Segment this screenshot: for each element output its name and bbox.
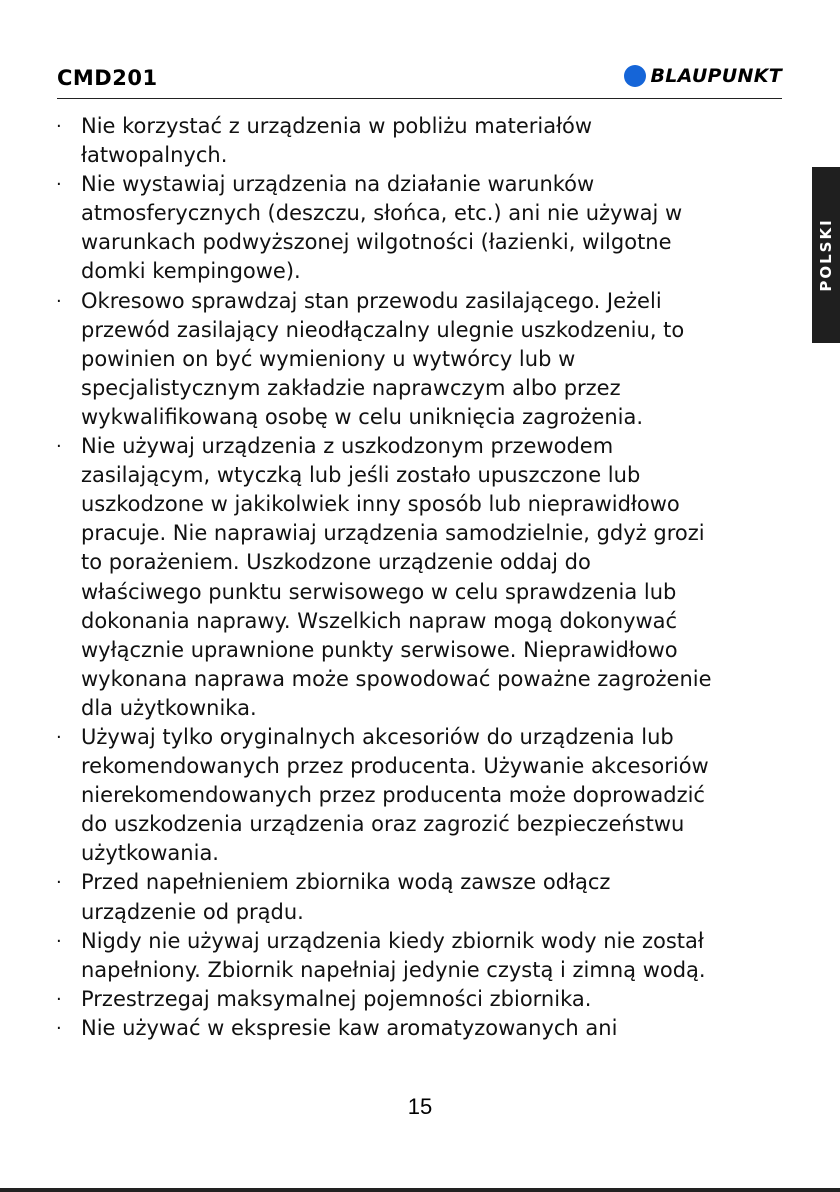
brand-name: BLAUPUNKT <box>650 65 782 87</box>
list-item <box>50 287 790 432</box>
list-item <box>50 723 790 868</box>
bullet-text-line: zasilającym, wtyczką lub jeśli zostało upuszczone lub <box>81 463 641 488</box>
bullet-text-line: łatwopalnych. <box>81 143 228 168</box>
bullet-marker: · <box>56 988 62 1010</box>
bullet-text-line: Nie używaj urządzenia z uszkodzonym przewodem <box>81 434 614 459</box>
bullet-marker: · <box>56 872 62 894</box>
list-item <box>50 432 790 723</box>
bullet-text-line: wyłącznie uprawnione punkty serwisowe. Nieprawidłowo <box>81 637 678 662</box>
page-number: 15 <box>407 1094 433 1119</box>
list-item <box>50 1014 790 1043</box>
bullet-text-line: rekomendowanych przez producenta. Używanie akcesoriów <box>81 754 709 779</box>
blue-dot-logo-icon <box>623 64 647 88</box>
bullet-text-line: pracuje. Nie naprawiaj urządzenia samodzielnie, gdyż grozi <box>81 521 705 546</box>
bullet-text-line: dokonania naprawy. Wszelkich napraw mogą dokonywać <box>81 608 678 633</box>
safety-instructions <box>50 112 790 1043</box>
bullet-text-line: warunkach podwyższonej wilgotności (łazienki, wilgotne <box>81 230 672 255</box>
bullet-text-line: Nigdy nie używaj urządzenia kiedy zbiornik wody nie został <box>81 928 704 953</box>
list-item <box>50 927 790 985</box>
language-tab <box>812 167 840 343</box>
bullet-text-line: specjalistycznym zakładzie naprawczym albo przez <box>81 375 621 400</box>
bullet-text-line: Nie wystawiaj urządzenia na działanie warunków <box>81 172 595 197</box>
bullet-text-line: dla użytkownika. <box>81 695 257 720</box>
bullet-text-line: powinien on być wymieniony u wytwórcy lub w <box>81 346 576 371</box>
bullet-text-line: domki kempingowe). <box>81 259 301 284</box>
brand-logo <box>623 64 782 88</box>
bullet-marker: · <box>56 174 62 196</box>
bullet-text-line: przewód zasilający nieodłączalny ulegnie uszkodzeniu, to <box>81 317 685 342</box>
bullet-text-line: atmosferycznych (deszczu, słońca, etc.) ani nie używaj w <box>81 201 683 226</box>
bullet-text-line: Nie korzystać z urządzenia w pobliżu materiałów <box>81 114 593 138</box>
bullet-marker: · <box>56 436 62 458</box>
bullet-text-line: Używaj tylko oryginalnych akcesoriów do urządzenia lub <box>81 724 674 749</box>
bullet-text-line: napełniony. Zbiornik napełniaj jedynie czystą i zimną wodą. <box>81 957 706 982</box>
bullet-text-line: wykonana naprawa może spowodować poważne zagrożenie <box>81 666 712 691</box>
bullet-marker: · <box>56 1017 62 1039</box>
bullet-text-line: Przed napełnieniem zbiornika wodą zawsze odłącz <box>81 870 611 895</box>
bullet-text-line: do uszkodzenia urządzenia oraz zagrozić bezpieczeństwu <box>81 812 685 837</box>
bullet-text-line: urządzenie od prądu. <box>81 899 304 924</box>
bullet-text-line: właściwego punktu serwisowego w celu sprawdzenia lub <box>81 579 677 604</box>
list-item <box>50 112 790 170</box>
bullet-marker: · <box>56 726 62 748</box>
bullet-marker: · <box>56 290 62 312</box>
bullet-text-line: nierekomendowanych przez producenta może doprowadzić <box>81 783 705 808</box>
bullet-text-line: Przestrzegaj maksymalnej pojemności zbiornika. <box>81 986 592 1011</box>
bullet-text-line: uszkodzone w jakikolwiek inny sposób lub nieprawidłowo <box>81 492 680 517</box>
bullet-text-line: to porażeniem. Uszkodzone urządzenie oddaj do <box>81 550 591 575</box>
list-item <box>50 868 790 926</box>
bullet-text-line: użytkowania. <box>81 841 219 866</box>
bullet-list <box>50 112 790 1043</box>
bullet-text-line: Nie używać w ekspresie kaw aromatyzowanych ani <box>81 1015 618 1040</box>
bullet-text-line: Okresowo sprawdzaj stan przewodu zasilającego. Jeżeli <box>81 288 662 313</box>
page-header <box>57 62 782 99</box>
list-item <box>50 170 790 286</box>
bullet-text-line: wykwalifikowaną osobę w celu uniknięcia zagrożenia. <box>81 404 644 429</box>
list-item <box>50 985 790 1014</box>
language-tab-label: POLSKI <box>817 218 835 292</box>
model-number: CMD201 <box>57 66 158 90</box>
bullet-marker: · <box>56 930 62 952</box>
bullet-marker: · <box>56 116 62 137</box>
bottom-rule <box>0 1188 840 1192</box>
